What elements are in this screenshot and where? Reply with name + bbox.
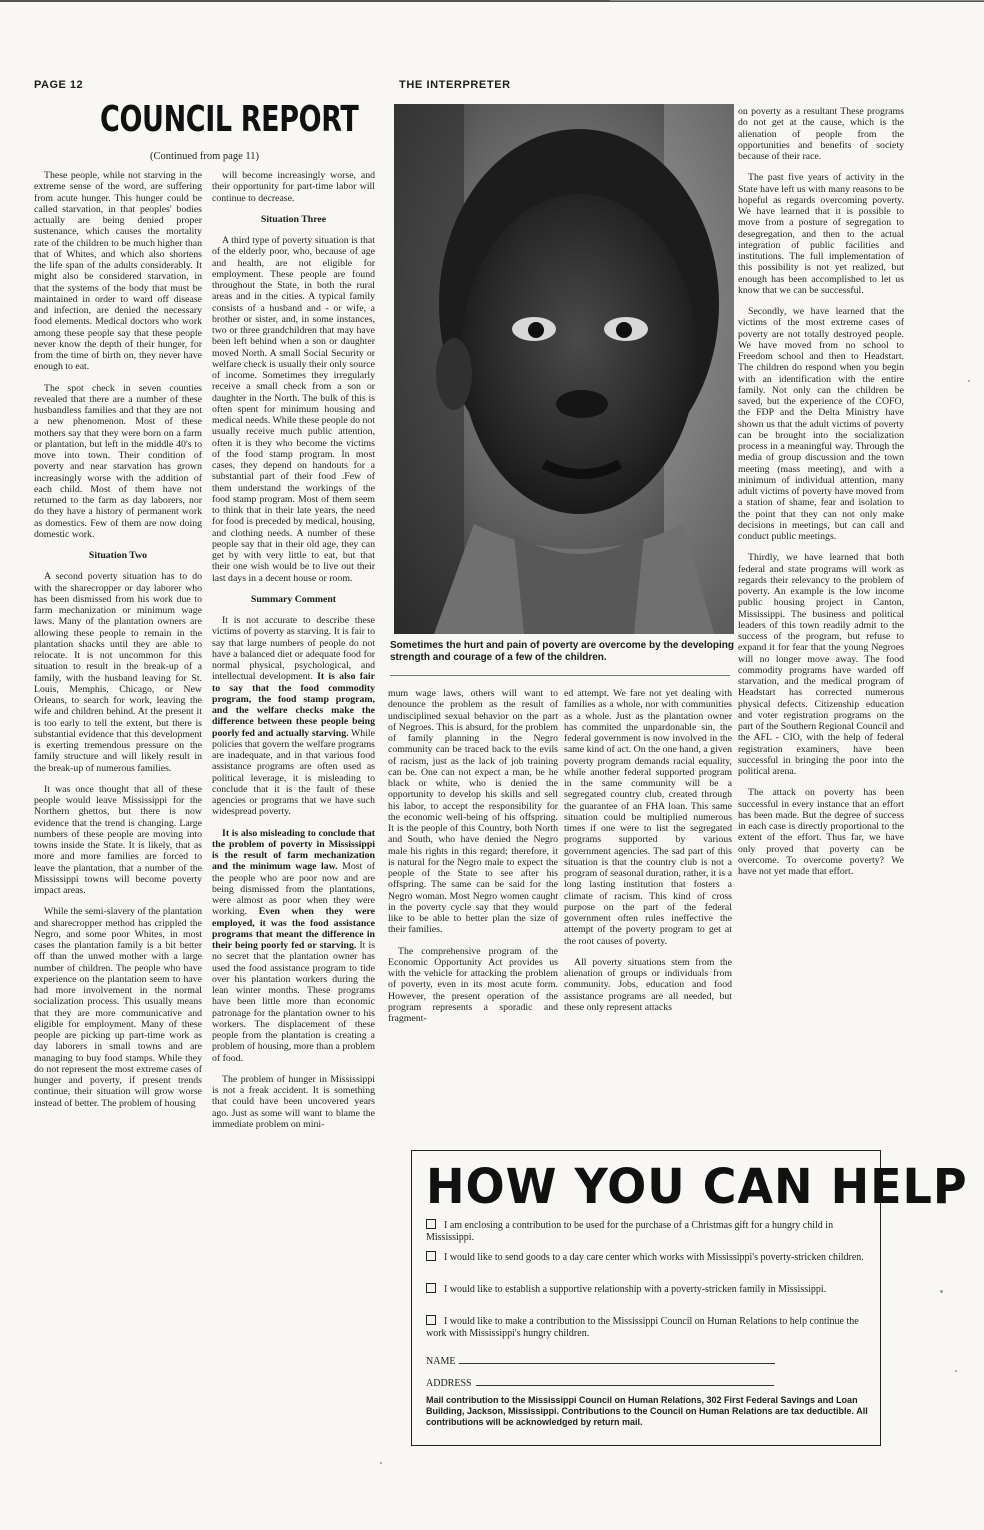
- headline: COUNCIL REPORT: [100, 99, 359, 140]
- paragraph: [212, 615, 375, 818]
- article-column-4: [564, 688, 732, 1141]
- text-run-bold: Even when they were employed, it was the food assistance programs that meant the difference in their being poorly fed or starving.: [212, 906, 375, 951]
- paragraph: mum wage laws, others will want to denounce the problem as the result of undisciplined sexual behavior on the part of Negroes. This is absurd, for the problem of family planning in the Negro community can be traced back to the evils of racism, just as the lack of job training can be. One can not expect a man, be he black or white, who is denied the opportunity to develop his skills and sell his labor, to accept the responsibility for the economic well-being of his offspring. It is the people of this Country, both North and South, who have denied the Negro male his rights in this regard; therefore, it is natural for the Negro male to expect the people of the State to see after his offspring. The same can be said for the Negro woman. Most Negro women caught in the poverty cycle say that they would like to be able to better plan the size of their families.: [388, 688, 558, 936]
- how-you-can-help-box: [411, 1150, 968, 1446]
- help-option-christmas-gift: [426, 1219, 866, 1244]
- text-run-bold: It is also fair to say that the food commodity program, the food stamp program, and the welfare checks make the difference between these people being poorly fed and actually starving.: [212, 671, 375, 739]
- address-label: ADDRESS: [426, 1378, 472, 1389]
- name-label: NAME: [426, 1356, 456, 1367]
- continued-note: (Continued from page 11): [150, 151, 259, 162]
- option-label: I would like to make a contribution to the Mississippi Council on Human Relations to help continue the work with Mississippi's hungry children.: [426, 1316, 859, 1339]
- name-line[interactable]: [459, 1353, 775, 1364]
- paragraph: It was once thought that all of these people would leave Mississippi for the Northern ghettos, but there is now evidence that the trend is changing. Large numbers of these people are moving into towns inside the State. It is likely, that as more and more families are forced to leave the plantation, that a number of the Mississippi towns will become poverty impact areas.: [34, 783, 202, 896]
- paragraph: The spot check in seven counties revealed that there are a number of these husbandless families and that they are not a new phenomenon. Most of these mothers say that they were born on a farm or plantation, but left in the middle 40's to move into town. Their condition of poverty and near starvation has grown increasingly worse with the addition of each child. Most of them have not returned to the farm as day laborers, nor do they have a history of permanent work as domestics. Few of them are now doing domestic work.: [34, 382, 202, 540]
- help-option-contribution: [426, 1315, 866, 1340]
- section-heading: Summary Comment: [250, 593, 337, 605]
- help-title: HOW YOU CAN HELP: [426, 1159, 968, 1215]
- option-label: I would like to establish a supportive relationship with a poverty-stricken family in Mississippi.: [444, 1284, 827, 1295]
- paragraph: [212, 828, 375, 1064]
- text-run: It is no secret that the plantation owner has used the food assistance program to tide over his plantation workers during the lean winter months. These programs have been little more than economic patronage for the plantation owner to his workers. The displacement of these people from the plantation is creating a problem of housing, more than a problem of food.: [212, 940, 375, 1064]
- text-run: Most of the people who are poor now and are being dismissed from the plantations, were almost as poor when they were working.: [212, 861, 375, 918]
- name-field[interactable]: [426, 1353, 775, 1367]
- print-speck: [968, 380, 970, 382]
- address-field[interactable]: [426, 1375, 774, 1389]
- paragraph: All poverty situations stem from the alienation of groups or individuals from community. Jobs, education and food assistance programs are all needed, but these only represent attacks: [564, 956, 732, 1013]
- section-heading: Situation Three: [260, 213, 327, 225]
- help-option-send-goods: [426, 1251, 866, 1264]
- paragraph: Thirdly, we have learned that both federal and state programs will work as regards their relevancy to the problem of poverty. An example is the low income public housing project in Canton, Mississippi. The business and political leaders of this town readily admit to the success of the program, but refuse to expand it for fear that the young Negroes will no longer move away. The food commodity programs have warded off starvation, and the medical program of Headstart has corrected numerous physical defects. Citizenship education and voter registration programs on the part of the Southern Regional Council and the AFL - CIO, with the help of federal registration examiners, have been successful in bringing the poor into the political arena.: [738, 552, 904, 777]
- help-option-supportive-relationship: [426, 1283, 866, 1296]
- paragraph: The attack on poverty has been successful in every instance that an effort has been made. But the degree of success in each case is directly proportional to the extent of the effort. Thus far, we have only proved that poverty can be overcome. To overcome poverty? We have not yet made that effort.: [738, 787, 904, 877]
- option-label: I am enclosing a contribution to be used for the purchase of a Christmas gift for a hungry child in Mississippi.: [426, 1220, 834, 1243]
- paragraph: A second poverty situation has to do with the sharecropper or day laborer who has been dismissed from his work due to farm mechanization or minimum wage laws. Many of the plantation owners are allowing these people to remain in the plantation shacks until they are able to relocate. It is not uncommon for this situation to result in the break-up of a family, with the husband leaving for St. Louis, Memphis, Chicago, or New Orleans, to search for work, leaving the wife and children behind. At the present it is too early to tell the extent, but there is substantial evidence that this development is exerting tremendous pressure on the family structure and will likely result in the break-up of numerous families.: [34, 571, 202, 774]
- masthead: THE INTERPRETER: [399, 79, 511, 91]
- mailing-instructions: Mail contribution to the Mississippi Council on Human Relations, 302 First Federal Savings and Loan Building, Jackson, Mississippi. Contributions to the Council on Human Relations are tax deductible. All contributions will be acknowledged by return mail.: [426, 1395, 868, 1427]
- paragraph: The comprehensive program of the Economic Opportunity Act provides us with the vehicle for attacking the problem of poverty, even in its most acute form. However, the present operation of the program represents a sporadic and fragment-: [388, 945, 558, 1024]
- option-label: I would like to send goods to a day care center which works with Mississippi's poverty-stricken children.: [444, 1252, 864, 1263]
- page-header: [34, 79, 946, 93]
- print-speck: [940, 1290, 943, 1293]
- text-run: While policies that govern the welfare programs are inadequate, and in that various food assistance programs are often used as political leverage, it is misleading to conclude that it is the fault of these agencies or programs that we have such widespread poverty.: [212, 727, 375, 818]
- paragraph: on poverty as a resultant These programs do not get at the cause, which is the alienation of people from the opportunities and benefits of society because of their race.: [738, 106, 904, 162]
- photo-caption: Sometimes the hurt and pain of poverty are overcome by the developing strength and courage of a few of the children.: [390, 640, 734, 663]
- article-column-1: [34, 170, 202, 1432]
- checkbox[interactable]: [426, 1251, 436, 1261]
- paragraph: ed attempt. We fare not yet dealing with families as a whole, nor with communities as a whole. Just as the plantation owner has commited the unpardonable sin, the federal government is now involved in the same kind of act. On the one hand, a given poverty program demands racial equality, while another federal supported program in the same community will be a segregated country club, created through the guarantee of an FHA loan. This same situation could be multiplied numerous times if one were to list the segregated programs supported by various government agencies. The sad part of this situation is that the country club is not a program of seasonal duration, rather, it is a long lasting institution that fosters a climate of racism. This kind of cross purpose on the part of the federal government often rules ineffective the attempt of the poverty program to get at the root causes of poverty.: [564, 688, 732, 947]
- address-line[interactable]: [476, 1375, 774, 1386]
- article-column-2: [212, 170, 375, 1432]
- checkbox[interactable]: [426, 1219, 436, 1229]
- article-column-5: [738, 106, 904, 1146]
- paragraph: Secondly, we have learned that the victims of the most extreme cases of poverty are not totally destroyed people. We have moved from no school to Freedom school and then to Headstart. The children do respond when you begin with an identification with the entire family. Not only can the children be saved, but the experience of the COFO, the FDP and the Delta Ministry have shown us that the adult victims of poverty can be brought into the socialization process in a meaningful way. Through the media of group discussion and the town meeting (mass meeting), and with a minimum of individual attention, many adult victims of poverty have moved from a station of shame, fear and isolation to the point that they can not only make decisions in meetings, but can call and conduct public meetings.: [738, 306, 904, 542]
- print-speck: [380, 1462, 382, 1464]
- paragraph: The past five years of activity in the State have left us with many reasons to be hopeful as regards overcoming poverty. We have learned that it is possible to move from a posture of segregation to desegregation, and then to the actual integration of public facilities and institutions. The full implementation of this possibility is not yet realized, but enough has been accomplished to let us know that we can be successful.: [738, 172, 904, 296]
- paragraph: The problem of hunger in Mississippi is not a freak accident. It is something that could have been uncovered years ago. Just as some will want to blame the immediate problem on mini-: [212, 1073, 375, 1130]
- caption-rule: [390, 675, 730, 676]
- paragraph: While the semi-slavery of the plantation and sharecropper method has crippled the Negro, and some poor Whites, in most cases the plantation family is a bit better off than the unwed mother with a large number of children. The people who have experience on the plantation seem to have had more involvement in the normal socialization process. This usually means that they are more communicative and eligible for employment. Many of these people are picking up part-time work as day laborers in small towns and are managing to buy food stamps. While they do not represent the most extreme cases of hunger and poverty, if present trends continue, their situation will grow worse instead of better. The problem of housing: [34, 906, 202, 1109]
- checkbox[interactable]: [426, 1315, 436, 1325]
- text-run-bold: It is also misleading to conclude that the problem of poverty in Mississippi is the result of farm mechanization and the minimum wage law.: [212, 827, 375, 873]
- paragraph: A third type of poverty situation is that of the elderly poor, who, because of age and health, are not eligible for employment. These people are found throughout the State, in both the rural areas and in the cities. A typical family consists of a husband and - or wife, a brother or sister, and, in some instances, two or three grandchildren that may have been left behind when a son or daughter moved North. A small Social Security or welfare check is usually their only source of income. Sometimes they irregularly receive a small check from a son or daughter in the North. The bulk of this is often spent for minimum housing and medical needs. While these people do not usually receive much public attention, often it is they who become the victims of the food stamp program. In most cases, they depend on handouts for a substantial part of their food .Few of them understand the workings of the food stamp program. Most of them seem to think that in their late years, the need for food is preceded by medical, housing, and clothing needs. A number of these people say that in their old age, they can get by with very little to eat, but that their one wish would be to live out their last days in a decent house or room.: [212, 235, 375, 584]
- print-speck: [955, 1370, 957, 1372]
- checkbox[interactable]: [426, 1283, 436, 1293]
- paragraph: These people, while not starving in the extreme sense of the word, are suffering from acute hunger. This hunger could be called starvation, in that peoples' bodies actually are being denied proper sustenance, which causes the mortality rate of the children to be much higher than that of Whites, and which also shortens the life span of the adults considerably. It might also be considered starvation, in that the systems of the body that must be maintained in order to ward off disease and infection, are denied the necessary food elements. Medical doctors who work among these people say that these people never know the depth of their hunger, for from the time of birth on, they never have enough to eat.: [34, 170, 202, 373]
- text-run: It is not accurate to describe these victims of poverty as starving. It is fair to say that large numbers of people do not have a balanced diet or adequate food for normal physical, psychological, and intellectual development.: [212, 615, 375, 683]
- page-number: PAGE 12: [34, 79, 84, 91]
- section-heading: Situation Two: [88, 550, 148, 561]
- top-rule-right: [610, 0, 984, 1]
- child-photo: [394, 104, 734, 634]
- child-portrait-image: [394, 104, 734, 634]
- paragraph: will become increasingly worse, and their opportunity for part-time labor will continue to decrease.: [212, 170, 375, 204]
